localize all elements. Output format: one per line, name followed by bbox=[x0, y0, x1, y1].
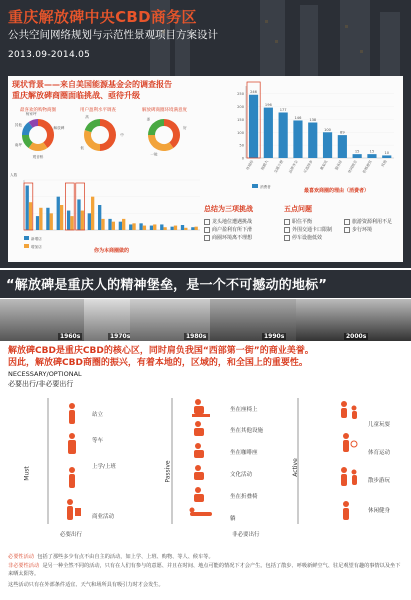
issues-left-head: 总结为三项挑战 bbox=[204, 205, 253, 213]
bar bbox=[323, 132, 332, 158]
category-label: 价格便宜 bbox=[362, 159, 373, 174]
issue-left-item: 龙头地位遭遇挑战 bbox=[204, 218, 252, 225]
active-item-fitness: 休闲健身 bbox=[368, 508, 391, 514]
photo-2000s bbox=[296, 299, 411, 341]
bar-series-a bbox=[129, 224, 132, 230]
y-axis-label: 人数 bbox=[10, 173, 18, 177]
data-label: 15 bbox=[369, 149, 375, 154]
reasons-bar-chart bbox=[226, 76, 401, 196]
pie-label: 其他 bbox=[14, 123, 22, 128]
bar bbox=[367, 154, 376, 158]
issue-right-item: 外围交通卡口限制 bbox=[284, 226, 332, 233]
legend-label: 新增店 bbox=[31, 237, 42, 241]
bar bbox=[353, 154, 362, 158]
active-figures bbox=[336, 400, 364, 530]
bar-series-b bbox=[122, 219, 125, 230]
pie-slice bbox=[148, 119, 164, 135]
issue-right-item: 旅游资源利用不足 bbox=[344, 218, 392, 225]
must-item-waiting: 等车 bbox=[92, 438, 104, 444]
active-item-walk: 散步游玩 bbox=[368, 478, 391, 484]
pie-slice bbox=[164, 119, 180, 148]
issue-left-item: 商圈环境离不理想 bbox=[204, 234, 252, 241]
pie-slice bbox=[148, 135, 173, 151]
bar-series-b bbox=[132, 223, 135, 230]
legend-label: 消费者 bbox=[260, 185, 271, 189]
legend-swatch bbox=[24, 244, 29, 248]
must-item-business: 商业活动 bbox=[92, 514, 115, 520]
pie1-title: 最喜欢的购物商圈 bbox=[20, 108, 56, 113]
bar bbox=[382, 155, 391, 158]
passive-item-bench: 坐在座椅上 bbox=[230, 407, 258, 413]
bar-series-b bbox=[153, 224, 156, 230]
photo-year: 1980s bbox=[186, 333, 207, 340]
cbd-line1: 解放碑CBD是重庆CBD的核心区，同时肩负我国“西部第一街”的商业美誉。 bbox=[8, 346, 314, 356]
bar-series-b bbox=[60, 205, 63, 230]
bar-series-b bbox=[112, 222, 115, 230]
issues-right-head: 五点问题 bbox=[284, 205, 312, 213]
quote-text: “解放碑是重庆人的精神堡垒，是一个不可撼动的地标” bbox=[6, 278, 328, 293]
pie-label: 一般 bbox=[150, 152, 158, 157]
pie-label: 杨家坪 bbox=[25, 112, 37, 117]
bar-series-a bbox=[26, 186, 29, 230]
pie-slice bbox=[38, 119, 54, 148]
chart-caption: 最喜欢商圈的理由（消费者） bbox=[304, 188, 370, 194]
issue-right-item: 步行环境 bbox=[344, 226, 372, 233]
y-tick-label: 50 bbox=[239, 143, 244, 148]
bar-series-b bbox=[174, 226, 177, 230]
pie-label: 中 bbox=[120, 133, 124, 137]
data-label: 146 bbox=[294, 115, 302, 120]
category-label: 服务好 bbox=[334, 159, 344, 171]
bar-series-b bbox=[101, 219, 104, 230]
pie-label: 低 bbox=[80, 145, 84, 150]
note-line3: 这些活动只有在外部条件适宜、天气和场所具有吸引力时才会发生。 bbox=[8, 582, 164, 588]
photo-year: 1990s bbox=[264, 333, 285, 340]
bar-series-a bbox=[119, 222, 122, 230]
bar bbox=[308, 123, 317, 158]
active-label: Active bbox=[291, 458, 299, 477]
bar-series-b bbox=[50, 213, 53, 230]
category-label: 规模大 bbox=[260, 159, 270, 171]
page-subtitle: 公共空间网络规划与示范性景观项目方案设计 bbox=[8, 29, 218, 41]
background-line2: 重庆解放碑商圈面临挑战、亟待升级 bbox=[12, 91, 140, 100]
issue-left-item: 商户盈利有所下滑 bbox=[204, 226, 252, 233]
photo-1960s bbox=[0, 299, 84, 341]
bar-series-b bbox=[184, 228, 187, 230]
category-label: 品牌齐全 bbox=[288, 159, 299, 174]
bar-series-b bbox=[143, 226, 146, 230]
necessary-title: NECESSARY/OPTIONAL bbox=[8, 370, 82, 378]
photo-year: 1970s bbox=[110, 333, 131, 340]
necessary-subtitle: 必要出行/非必要出行 bbox=[8, 380, 74, 388]
passive-figures bbox=[188, 398, 216, 528]
bar-series-a bbox=[191, 227, 194, 230]
category-label: 交通方便 bbox=[273, 159, 285, 174]
bar-series-a bbox=[150, 226, 153, 230]
category-label: 环境好 bbox=[245, 159, 255, 171]
passive-item-lying: 躺 bbox=[230, 516, 236, 522]
data-label: 177 bbox=[279, 107, 287, 112]
pie-charts bbox=[8, 111, 208, 171]
passive-item-other-seat: 坐在其他设施 bbox=[230, 428, 264, 434]
photo-1990s bbox=[210, 299, 296, 341]
bar bbox=[249, 95, 258, 158]
header bbox=[0, 0, 411, 268]
bar-series-a bbox=[36, 216, 39, 230]
photo-year: 1960s bbox=[60, 333, 81, 340]
photo-1980s bbox=[130, 299, 210, 341]
pie-label: 差 bbox=[146, 117, 151, 122]
bar-series-a bbox=[57, 197, 60, 230]
history-photo-strip bbox=[0, 299, 411, 341]
data-label: 10 bbox=[384, 150, 390, 155]
bar-series-b bbox=[70, 216, 73, 230]
photo-year: 2000s bbox=[346, 333, 367, 340]
bar bbox=[338, 135, 347, 158]
pie-slice bbox=[85, 119, 100, 132]
bar-series-b bbox=[163, 227, 166, 230]
active-item-kids: 儿童玩耍 bbox=[368, 422, 391, 428]
data-label: 246 bbox=[250, 90, 257, 95]
issue-right-item: 停车设施低效 bbox=[284, 234, 322, 241]
pie-label: 好 bbox=[183, 126, 187, 131]
bar-series-a bbox=[139, 223, 142, 230]
passive-item-culture: 文化活动 bbox=[230, 472, 253, 478]
must-caption: 必要出行 bbox=[60, 532, 83, 538]
bar-series-a bbox=[170, 227, 173, 230]
pie-slice bbox=[100, 119, 116, 151]
chart-caption: 你为本商圈做的 bbox=[94, 248, 130, 254]
data-label: 100 bbox=[324, 127, 331, 132]
data-label: 89 bbox=[340, 130, 345, 135]
bar-series-a bbox=[98, 205, 101, 230]
project-dates: 2013.09-2014.05 bbox=[8, 50, 91, 60]
passive-item-folding: 坐在折叠椅 bbox=[230, 494, 258, 500]
cbd-line2: 因此，解放碑CBD商圈的振兴，有着本地的，区域的，和全国上的重要性。 bbox=[8, 358, 308, 368]
category-label: 其他 bbox=[380, 159, 388, 168]
must-item-commute: 上学/上班 bbox=[92, 464, 116, 470]
passive-caption: 非必要出行 bbox=[232, 532, 260, 538]
legend-label: 增加店 bbox=[31, 245, 42, 249]
legend-swatch bbox=[252, 184, 258, 188]
grouped-bar-chart bbox=[8, 168, 203, 260]
bar-series-a bbox=[67, 211, 70, 230]
bar-series-b bbox=[91, 197, 94, 230]
must-item-standing: 站立 bbox=[92, 412, 104, 418]
must-figures bbox=[58, 402, 88, 532]
bar-series-b bbox=[29, 202, 32, 230]
pie-label: 高 bbox=[85, 115, 89, 120]
bar-series-b bbox=[195, 227, 198, 230]
bar bbox=[293, 120, 302, 158]
y-tick-label: 250 bbox=[237, 92, 244, 97]
bar bbox=[279, 112, 288, 158]
pie3-title: 解放碑商圈环境满意度 bbox=[142, 108, 187, 113]
data-label: 15 bbox=[354, 149, 360, 154]
pie-label: 南坪 bbox=[14, 142, 22, 147]
legend-swatch bbox=[24, 236, 29, 240]
note-optional: 非必要性活动 是另一种全然不同的活动，只有在人们有参与的意愿、并且在时间、地点可能的情况下才会产生。包括了散步、呼吸新鲜空气、驻足观望有趣的事情以及坐下来晒太阳等。 bbox=[8, 563, 401, 577]
pie-slice bbox=[84, 130, 100, 151]
category-label: 可选择多 bbox=[302, 159, 314, 174]
bar-series-a bbox=[77, 199, 80, 230]
survey-panel bbox=[8, 76, 403, 262]
bar-series-a bbox=[108, 219, 111, 230]
category-label: 离家近 bbox=[319, 159, 329, 171]
y-tick-label: 100 bbox=[237, 130, 244, 135]
bar-series-a bbox=[46, 208, 49, 230]
pie-label: 观音桥 bbox=[32, 155, 44, 159]
data-label: 196 bbox=[264, 103, 272, 108]
pie-label: 解放碑 bbox=[53, 126, 65, 131]
must-label: Must bbox=[23, 466, 31, 481]
bar-series-a bbox=[160, 224, 163, 230]
background-line1: 现状背景——来自美国能源基金会的调查报告 bbox=[12, 80, 172, 89]
bar-series-a bbox=[181, 225, 184, 230]
note-must: 必要性活动 包括了那些多少有点不由自主的活动，如上学、上班、购物、等人、候车等。 bbox=[8, 554, 214, 560]
y-tick-label: 150 bbox=[237, 117, 244, 122]
passive-label: Passive bbox=[164, 460, 172, 483]
active-item-sports: 体育运动 bbox=[368, 450, 391, 456]
bar bbox=[264, 108, 273, 158]
passive-item-cafe: 坐在咖啡座 bbox=[230, 450, 258, 456]
category-label: 休闲娱乐 bbox=[347, 159, 359, 174]
bar-series-b bbox=[81, 211, 84, 230]
y-tick-label: 200 bbox=[237, 105, 244, 110]
issues-summary bbox=[204, 204, 404, 260]
y-tick-label: 0 bbox=[241, 156, 244, 161]
photo-1970s bbox=[84, 299, 130, 341]
bar-series-b bbox=[39, 208, 42, 230]
issue-right-item: 职住平衡 bbox=[284, 218, 312, 225]
pie2-title: 用户盈利水平调查 bbox=[80, 108, 116, 113]
page-title: 重庆解放碑中央CBD商务区 bbox=[8, 8, 197, 26]
quote-banner bbox=[0, 270, 411, 298]
bar-series-a bbox=[88, 213, 91, 230]
data-label: 138 bbox=[309, 118, 317, 123]
